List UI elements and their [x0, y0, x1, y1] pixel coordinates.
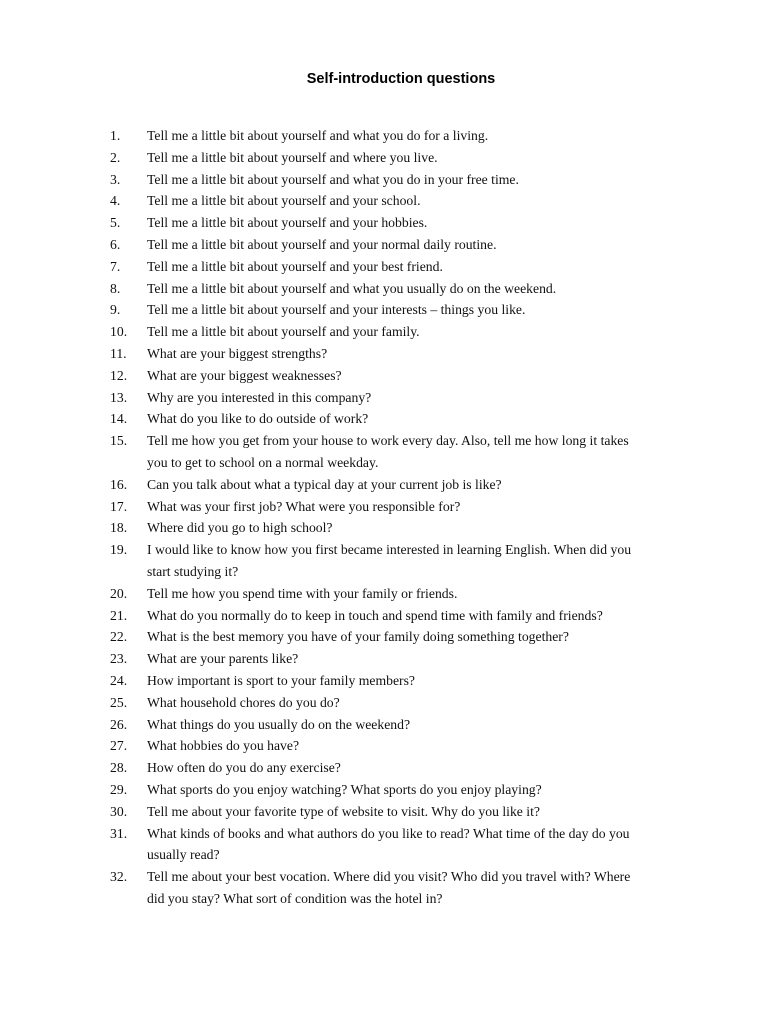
question-text: Tell me a little bit about yourself and what you do in your free time. [147, 171, 519, 187]
question-item [0, 779, 707, 801]
question-number: 8. [110, 280, 121, 296]
question-item [0, 823, 707, 867]
question-text: Tell me a little bit about yourself and your best friend. [147, 258, 443, 274]
question-number: 24. [110, 672, 128, 688]
question-text: What kinds of books and what authors do you like to read? What time of the day do you [147, 825, 630, 841]
question-text: Tell me how you get from your house to work every day. Also, tell me how long it takes [147, 433, 629, 449]
question-number: 4. [110, 193, 121, 209]
question-number: 26. [110, 716, 128, 732]
question-number: 16. [110, 476, 128, 492]
question-text: Why are you interested in this company? [147, 389, 372, 405]
question-number: 23. [110, 651, 128, 667]
question-item [0, 365, 707, 387]
question-text: Tell me about your best vocation. Where did you visit? Who did you travel with? Where [147, 869, 631, 885]
question-text: I would like to know how you first became interested in learning English. When did you [147, 542, 632, 558]
question-text: What do you normally do to keep in touch and spend time with family and friends? [147, 607, 603, 623]
question-text: What is the best memory you have of your family doing something together? [147, 629, 569, 645]
question-number: 7. [110, 258, 121, 274]
question-item [0, 387, 707, 409]
question-number: 28. [110, 760, 128, 776]
question-number: 13. [110, 389, 128, 405]
question-number: 15. [110, 433, 128, 449]
page-title: Self-introduction questions [306, 71, 496, 87]
question-item [0, 408, 707, 430]
question-number: 20. [110, 585, 128, 601]
question-item [0, 801, 707, 823]
question-text: What household chores do you do? [147, 694, 340, 710]
question-number: 22. [110, 629, 128, 645]
question-item [0, 125, 707, 147]
question-number: 3. [110, 171, 121, 187]
question-number: 17. [110, 498, 128, 514]
question-item [0, 757, 707, 779]
question-number: 5. [110, 215, 121, 231]
question-text: Tell me about your favorite type of website to visit. Why do you like it? [147, 803, 540, 819]
question-text: Tell me how you spend time with your family or friends. [147, 585, 458, 601]
question-item [0, 517, 707, 539]
question-item [0, 169, 707, 191]
question-item [0, 626, 707, 648]
question-item [0, 714, 707, 736]
question-text: Tell me a little bit about yourself and your school. [147, 193, 421, 209]
question-item [0, 539, 707, 583]
question-text: How important is sport to your family members? [147, 672, 416, 688]
question-item [0, 496, 707, 518]
question-text: Can you talk about what a typical day at your current job is like? [147, 476, 502, 492]
question-text: you to get to school on a normal weekday. [147, 454, 379, 470]
question-text: Tell me a little bit about yourself and your hobbies. [147, 215, 428, 231]
question-item [0, 278, 707, 300]
question-text: What are your biggest strengths? [147, 345, 328, 361]
question-item [0, 648, 707, 670]
question-number: 1. [110, 128, 121, 143]
question-text: How often do you do any exercise? [147, 760, 341, 776]
question-item [0, 692, 707, 714]
question-item [0, 866, 707, 910]
question-text: did you stay? What sort of condition was the hotel in? [147, 890, 443, 906]
question-item [0, 190, 707, 212]
question-item [0, 212, 707, 234]
question-item [0, 256, 707, 278]
question-text: What do you like to do outside of work? [147, 411, 369, 427]
question-text: What are your parents like? [147, 651, 299, 667]
question-item [0, 474, 707, 496]
question-text: What sports do you enjoy watching? What sports do you enjoy playing? [147, 781, 542, 797]
question-number: 18. [110, 520, 128, 536]
question-text: Tell me a little bit about yourself and what you usually do on the weekend. [147, 280, 557, 296]
question-list [0, 125, 768, 910]
question-number: 2. [110, 149, 121, 165]
question-number: 29. [110, 781, 128, 797]
question-item [0, 234, 707, 256]
question-item [0, 605, 707, 627]
question-text: Tell me a little bit about yourself and where you live. [147, 149, 438, 165]
question-number: 14. [110, 411, 128, 427]
question-number: 10. [110, 324, 128, 340]
question-number: 9. [110, 302, 121, 318]
question-item [0, 583, 707, 605]
question-item [0, 735, 707, 757]
question-number: 30. [110, 803, 128, 819]
question-item [0, 299, 707, 321]
question-number: 12. [110, 367, 128, 383]
question-number: 32. [110, 869, 128, 885]
question-text: Tell me a little bit about yourself and your family. [147, 324, 420, 340]
question-number: 25. [110, 694, 128, 710]
question-item [0, 321, 707, 343]
question-text: What was your first job? What were you responsible for? [147, 498, 461, 514]
question-text: Where did you go to high school? [147, 520, 333, 536]
question-text: What are your biggest weaknesses? [147, 367, 342, 383]
question-text: What hobbies do you have? [147, 738, 300, 754]
question-text: What things do you usually do on the weekend? [147, 716, 411, 732]
question-text: usually read? [147, 847, 220, 863]
question-item [0, 343, 707, 365]
question-number: 19. [110, 542, 128, 558]
question-number: 6. [110, 236, 121, 252]
question-text: Tell me a little bit about yourself and your normal daily routine. [147, 236, 497, 252]
question-number: 31. [110, 825, 128, 841]
question-text: Tell me a little bit about yourself and your interests – things you like. [147, 302, 526, 318]
question-number: 27. [110, 738, 128, 754]
question-text: Tell me a little bit about yourself and what you do for a living. [147, 128, 489, 143]
question-number: 11. [110, 345, 127, 361]
question-item [0, 670, 707, 692]
question-text: start studying it? [147, 563, 239, 579]
question-number: 21. [110, 607, 128, 623]
question-item [0, 147, 707, 169]
question-item [0, 430, 707, 474]
